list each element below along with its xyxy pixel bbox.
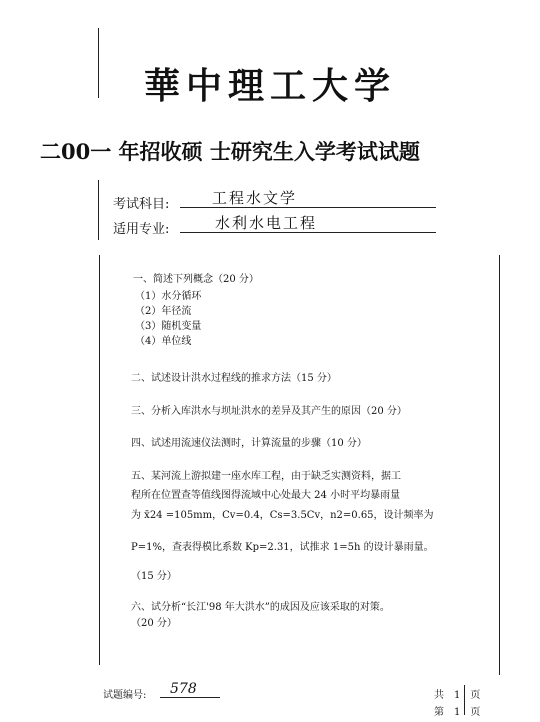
content-right-line bbox=[499, 255, 500, 675]
total-pages: 共 1 页 bbox=[434, 690, 481, 701]
question-1-item-4: （4）单位线 bbox=[135, 336, 192, 347]
question-6-line-2: （20 分） bbox=[131, 618, 177, 629]
page-number: 第 1 页 bbox=[434, 707, 481, 718]
question-4: 四、试述用流速仪法测时，计算流量的步骤（10 分） bbox=[131, 438, 367, 449]
major-value: 水利水电工程 bbox=[215, 214, 318, 232]
question-1-title: 一、简述下列概念（20 分） bbox=[133, 274, 259, 285]
question-2: 二、试述设计洪水过程线的推求方法（15 分） bbox=[131, 373, 337, 384]
university-name: 華中理工大学 bbox=[143, 65, 396, 107]
subject-underline bbox=[180, 207, 436, 208]
question-5-line-2: 程所在位置查等值线图得流域中心处最大 24 小时平均暴雨量 bbox=[131, 490, 401, 501]
question-5-line-4: P=1%，查表得模比系数 Kp=2.31，试推求 1=5h 的设计暴雨量。 bbox=[131, 542, 434, 553]
exam-code-value: 578 bbox=[170, 681, 197, 697]
exam-code-underline bbox=[160, 697, 220, 698]
question-1-item-1: （1）水分循环 bbox=[135, 291, 202, 302]
subject-value: 工程水文学 bbox=[212, 189, 298, 207]
question-1-item-3: （3）随机变量 bbox=[135, 321, 202, 332]
major-label: 适用专业: bbox=[113, 222, 170, 237]
content-left-line bbox=[99, 255, 100, 665]
question-5-line-5: （15 分） bbox=[131, 571, 177, 582]
subject-label: 考试科目: bbox=[113, 197, 170, 212]
question-5-line-1: 五、某河流上游拟建一座水库工程，由于缺乏实测资料，据工 bbox=[131, 471, 401, 482]
question-5-line-3: 为 x̄24 =105mm，Cv=0.4，Cs=3.5Cv，n2=0.65，设计频率为 bbox=[131, 510, 434, 521]
exam-code-label: 试题编号: bbox=[103, 690, 147, 701]
question-6-line-1: 六、试分析“长江'98 年大洪水”的成因及应该采取的对策。 bbox=[131, 602, 390, 613]
question-1-item-2: （2）年径流 bbox=[135, 306, 192, 317]
left-margin-line-lower bbox=[98, 180, 99, 240]
exam-title: 二00一 年招收硕 士研究生入学考试试题 bbox=[40, 139, 420, 164]
question-3: 三、分析入库洪水与坝址洪水的差异及其产生的原因（20 分） bbox=[131, 406, 407, 417]
major-underline bbox=[180, 232, 436, 233]
